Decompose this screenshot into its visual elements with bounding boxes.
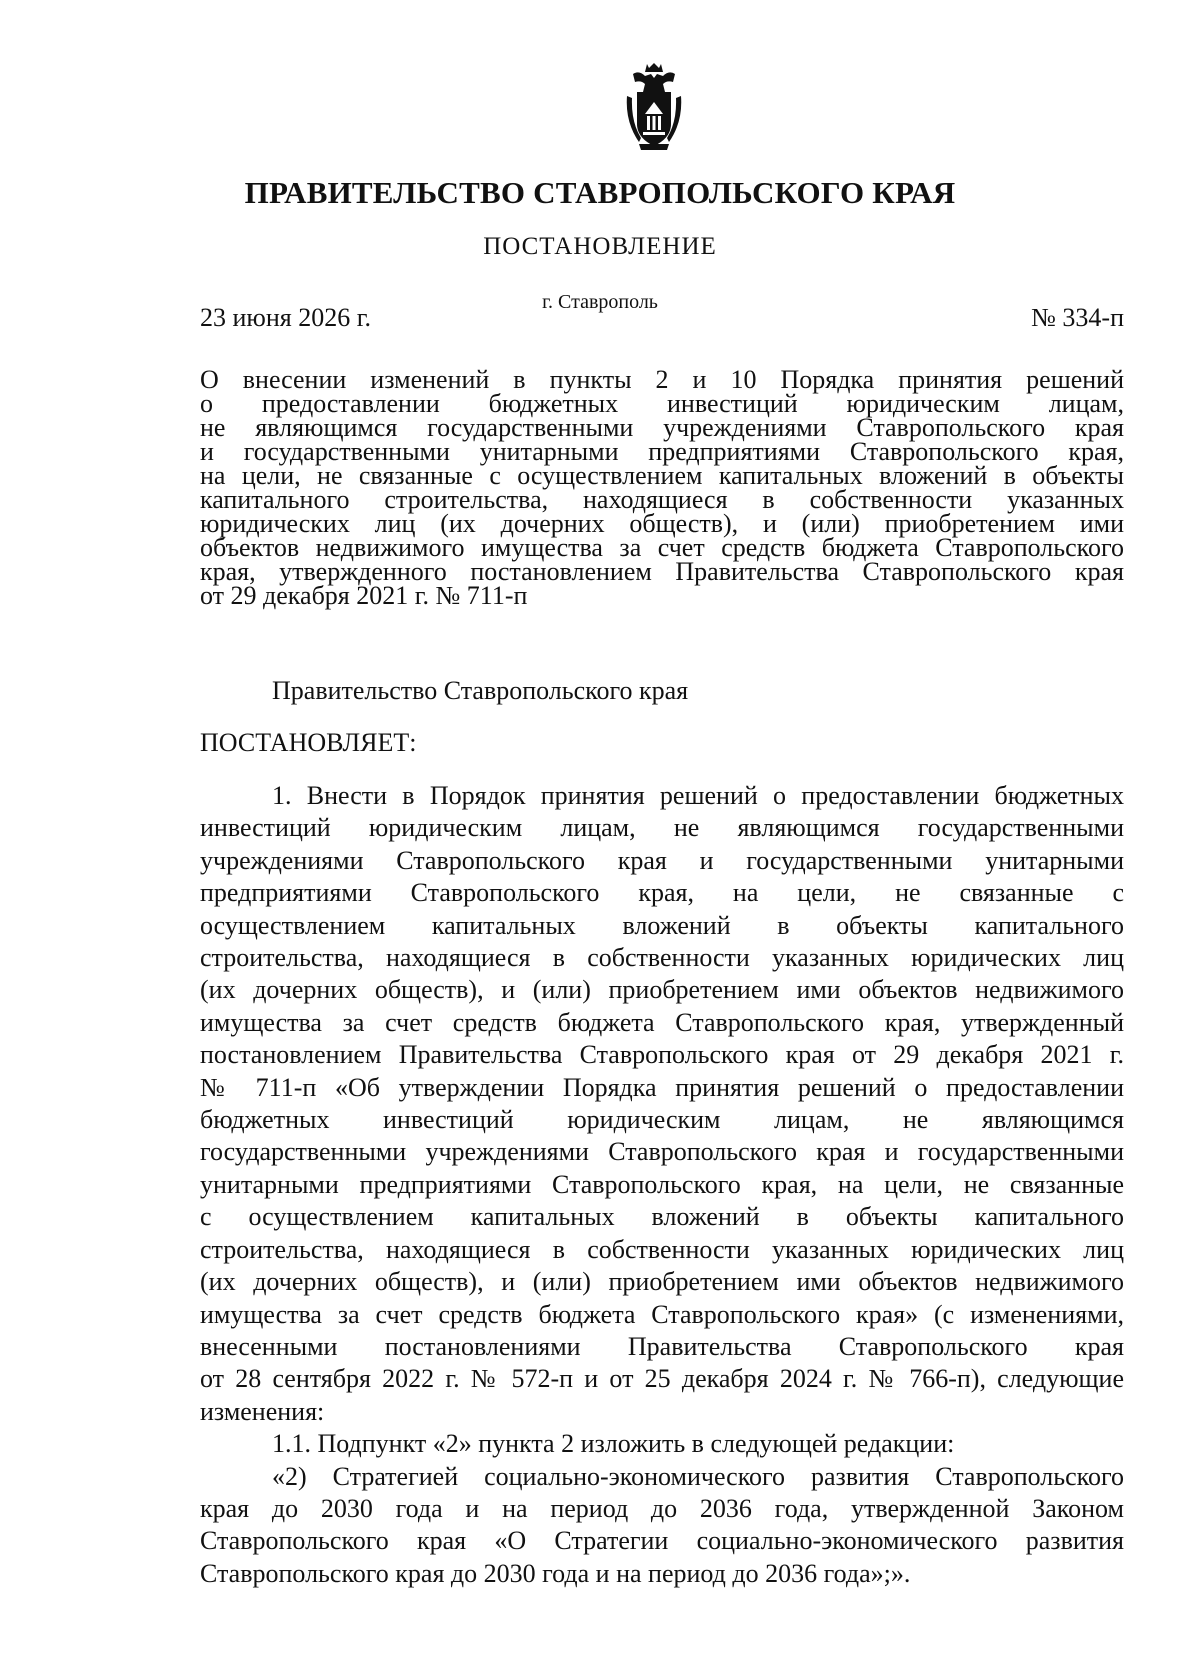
subject-line: капитального строительства, находящиеся в собственности указанных [200,485,1124,514]
document-date: 23 июня 2026 г. [200,303,371,332]
body-line: Ставропольского края «О Стратегии социально-экономического развития [200,1526,1124,1556]
body-line: осуществлением капитальных вложений в объекты капитального [200,910,1124,940]
subject-line: юридических лиц (их дочерних обществ), и (или) приобретением ими [200,509,1124,538]
body-line: инвестиций юридическим лицам, не являющимся государственными [200,813,1124,843]
body-line: внесенными постановлениями Правительства Ставропольского края [200,1331,1124,1361]
resolves-heading: ПОСТАНОВЛЯЕТ: [200,728,417,757]
body-line: (их дочерних обществ), и (или) приобретением ими объектов недвижимого [200,975,1124,1005]
body-line: 1.1. Подпункт «2» пункта 2 изложить в следующей редакции: [272,1429,955,1459]
body-line: государственными учреждениями Ставропольского края и государственными [200,1137,1124,1167]
subject-line: объектов недвижимого имущества за счет средств бюджета Ставропольского [200,533,1124,562]
organization-title: ПРАВИТЕЛЬСТВО СТАВРОПОЛЬСКОГО КРАЯ [244,175,956,210]
document-body [200,780,1124,1590]
body-line: № 711-п «Об утверждении Порядка принятия решений о предоставлении [200,1072,1124,1102]
body-line: строительства, находящиеся в собственности указанных юридических лиц [200,1234,1124,1264]
body-line: изменения: [200,1396,325,1426]
body-line: постановлением Правительства Ставропольского края от 29 декабря 2021 г. [200,1040,1124,1070]
subject-line: не являющимся государственными учреждениями Ставропольского края [200,413,1124,442]
body-line: (их дочерних обществ), и (или) приобретением ими объектов недвижимого [200,1267,1124,1297]
document-type: ПОСТАНОВЛЕНИЕ [483,233,717,260]
body-line: имущества за счет средств бюджета Ставропольского края» (с изменениями, [200,1299,1124,1329]
preamble: Правительство Ставропольского края [272,676,689,705]
body-line: края до 2030 года и на период до 2036 года, утвержденной Законом [200,1493,1124,1523]
body-line: 1. Внести в Порядок принятия решений о предоставлении бюджетных [272,781,1124,810]
document-subject [200,365,1124,610]
document-city: г. Ставрополь [542,291,658,313]
body-line: с осуществлением капитальных вложений в объекты капитального [200,1202,1124,1232]
body-line: бюджетных инвестиций юридическим лицам, не являющимся [200,1105,1124,1135]
body-line: предприятиями Ставропольского края, на цели, не связанные с [200,878,1124,908]
body-line: от 28 сентября 2022 г. № 572-п и от 25 декабря 2024 г. № 766-п), следующие [200,1364,1124,1394]
body-line: унитарными предприятиями Ставропольского края, на цели, не связанные [200,1169,1124,1199]
body-line: учреждениями Ставропольского края и государственными унитарными [200,845,1124,875]
body-line: Ставропольского края до 2030 года и на период до 2036 года»;». [200,1558,911,1588]
stavropol-coat-of-arms-icon [623,62,685,152]
subject-line: о предоставлении бюджетных инвестиций юридическим лицам, [200,389,1124,418]
subject-line: края, утвержденного постановлением Правительства Ставропольского края [200,557,1124,586]
subject-line: О внесении изменений в пункты 2 и 10 Порядка принятия решений [200,365,1124,394]
subject-line: на цели, не связанные с осуществлением капитальных вложений в объекты [200,461,1124,490]
document-number: № 334-п [1031,303,1124,332]
subject-line: и государственными унитарными предприятиями Ставропольского края, [200,437,1124,466]
body-line: имущества за счет средств бюджета Ставропольского края, утвержденный [200,1007,1124,1037]
body-line: «2) Стратегией социально-экономического развития Ставропольского [272,1461,1124,1491]
subject-line: от 29 декабря 2021 г. № 711-п [200,581,528,610]
body-line: строительства, находящиеся в собственности указанных юридических лиц [200,943,1124,973]
